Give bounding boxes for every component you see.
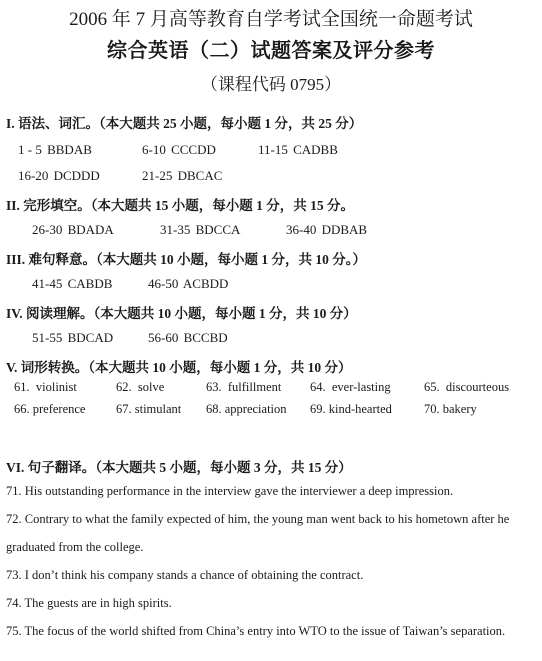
answer-range: 46-50: [148, 276, 179, 291]
item-number: 70.: [424, 402, 440, 416]
answer-value: DBCAC: [177, 168, 223, 183]
answer-group: [32, 222, 114, 238]
word-form: bakery: [442, 402, 477, 416]
document-subtitle: 综合英语（二）试题答案及评分参考: [107, 40, 435, 62]
answer-group: [142, 142, 216, 158]
translation-line: graduated from the college.: [6, 540, 144, 554]
section-2-heading: [6, 194, 354, 214]
answer-value: ACBDD: [182, 276, 229, 291]
section-6-desc: （本大题共 5 小题，每小题 3 分，共 15 分）: [95, 460, 352, 475]
answer-group: [160, 222, 240, 238]
word-answer: [14, 402, 85, 417]
answer-value: DDBAB: [321, 222, 368, 237]
section-2-title: II. 完形填空。: [6, 198, 91, 213]
answer-group: [148, 330, 228, 346]
item-number: 65.: [424, 380, 440, 394]
answer-range: 26-30: [32, 222, 63, 237]
word-form: stimulant: [134, 402, 182, 416]
section-5-title: V. 词形转换。: [6, 360, 89, 375]
answer-range: 11-15: [258, 142, 288, 157]
word-answer: [116, 402, 181, 417]
word-form: solve: [137, 380, 165, 394]
section-6-heading: [6, 456, 352, 476]
item-number: 61.: [14, 380, 30, 394]
word-answer: [206, 380, 281, 395]
translation-line: 73. I don’t think his company stands a chance of obtaining the contract.: [6, 568, 364, 582]
item-number: 68.: [206, 402, 222, 416]
word-answer: [14, 380, 77, 395]
section-4-desc: （本大题共 10 小题，每小题 1 分，共 10 分）: [93, 306, 357, 321]
answer-value: BBDAB: [47, 142, 92, 157]
answer-value: CABDB: [67, 276, 113, 291]
item-number: 66.: [14, 402, 30, 416]
answer-value: DCDDD: [53, 168, 100, 183]
section-4-title: IV. 阅读理解。: [6, 306, 94, 321]
word-form: discourteous: [445, 380, 510, 394]
item-number: 69.: [310, 402, 326, 416]
translation-line: 72. Contrary to what the family expected of him, the young man went back to his hometown after he: [6, 512, 510, 526]
section-3-title: III. 难句释意。: [6, 252, 97, 267]
section-1-heading: [6, 112, 362, 132]
answer-value: CCCDD: [171, 142, 216, 157]
answer-range: 1 - 5: [18, 142, 42, 157]
answer-value: BDCAD: [67, 330, 114, 345]
answer-range: 21-25: [142, 168, 173, 183]
section-3-desc: （本大题共 10 小题，每小题 1 分，共 10 分。）: [96, 252, 367, 267]
section-5-desc: （本大题共 10 小题，每小题 1 分，共 10 分）: [88, 360, 352, 375]
section-6-title: VI. 句子翻译。: [6, 460, 96, 475]
word-answer: [424, 402, 477, 417]
answer-range: 31-35: [160, 222, 191, 237]
answer-range: 36-40: [286, 222, 317, 237]
answer-group: [18, 142, 92, 158]
item-number: 67.: [116, 402, 132, 416]
answer-group: [18, 168, 100, 184]
course-code: （课程代码 0795）: [200, 75, 342, 94]
answer-group: [142, 168, 222, 184]
section-5-heading: [6, 356, 352, 376]
word-form: kind-hearted: [328, 402, 392, 416]
answer-range: 51-55: [32, 330, 63, 345]
answer-group: [258, 142, 338, 158]
section-1-title: I. 语法、词汇。: [6, 116, 100, 131]
item-number: 64.: [310, 380, 326, 394]
word-answer: [424, 380, 509, 395]
answer-range: 56-60: [148, 330, 179, 345]
section-2-desc: （本大题共 15 小题，每小题 1 分，共 15 分。: [90, 198, 355, 213]
translation-line: 75. The focus of the world shifted from China’s entry into WTO to the issue of Taiwan’s separation.: [6, 624, 506, 638]
word-form: appreciation: [224, 402, 287, 416]
word-answer: [116, 380, 164, 395]
word-form: preference: [32, 402, 86, 416]
answer-value: BDCCA: [195, 222, 241, 237]
word-answer: [310, 380, 391, 395]
answer-range: 41-45: [32, 276, 63, 291]
translation-line: 74. The guests are in high spirits.: [6, 596, 172, 610]
answer-group: [32, 330, 113, 346]
section-4-heading: [6, 302, 357, 322]
item-number: 63.: [206, 380, 222, 394]
word-form: violinist: [35, 380, 77, 394]
answer-value: BCCBD: [183, 330, 228, 345]
answer-value: BDADA: [67, 222, 114, 237]
answer-group: [32, 276, 112, 292]
word-answer: [310, 402, 392, 417]
word-form: ever-lasting: [331, 380, 391, 394]
translation-line: 71. His outstanding performance in the interview gave the interviewer a deep impression.: [6, 484, 454, 498]
exam-title: 2006 年 7 月高等教育自学考试全国统一命题考试: [69, 9, 473, 30]
answer-value: CADBB: [293, 142, 338, 157]
answer-range: 16-20: [18, 168, 49, 183]
section-3-heading: [6, 248, 366, 268]
word-answer: [206, 402, 287, 417]
answer-range: 6-10: [142, 142, 166, 157]
section-1-desc: （本大题共 25 小题，每小题 1 分，共 25 分）: [99, 116, 363, 131]
answer-group: [148, 276, 228, 292]
item-number: 62.: [116, 380, 132, 394]
answer-group: [286, 222, 367, 238]
word-form: fulfillment: [227, 380, 282, 394]
